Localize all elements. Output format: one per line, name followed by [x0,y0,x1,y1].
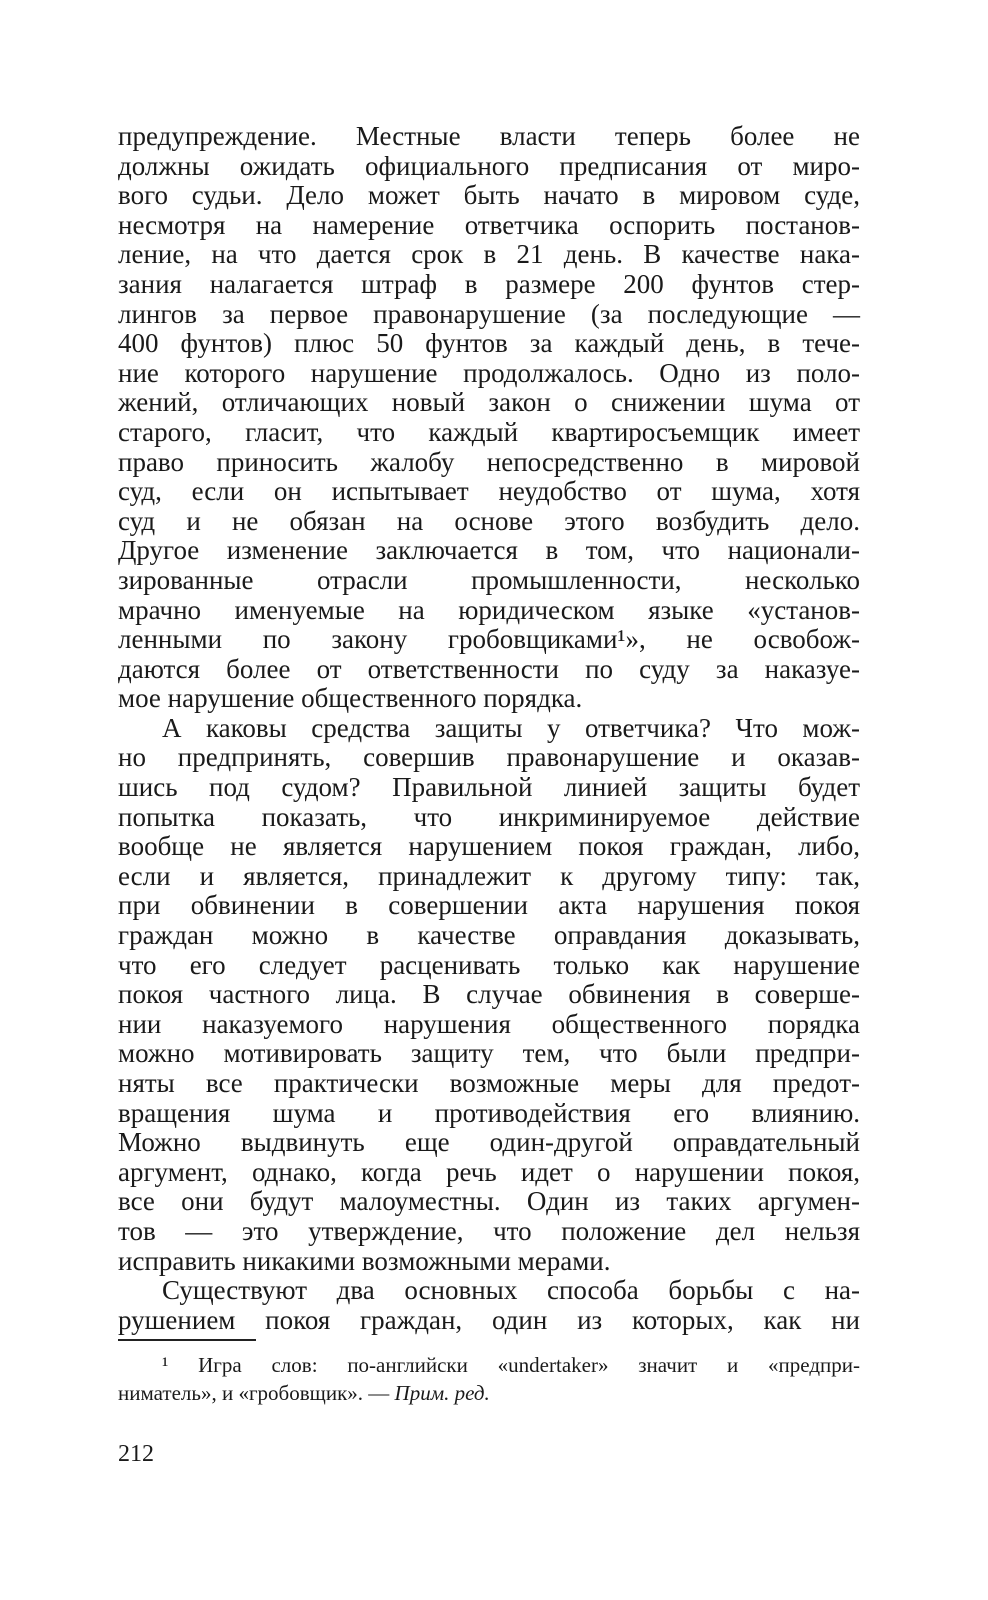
text-line: зированные отрасли промышленности, несколько [118,564,860,595]
text-line: все они будут малоуместны. Один из таких аргумен- [118,1186,860,1217]
text-line: попытка показать, что инкриминируемое действие [118,801,860,832]
text-line: должны ожидать официального предписания от миро- [118,150,860,181]
text-line: покоя частного лица. В случае обвинения в соверше- [118,979,860,1010]
text-line: вообще не является нарушением покоя граждан, либо, [118,831,860,862]
text-line: при обвинении в совершении акта нарушения покоя [118,890,860,921]
text-line: ние которого нарушение продолжалось. Одно из поло- [118,357,860,388]
text-line: если и является, принадлежит к другому типу: так, [118,860,860,891]
text-line: Существуют два основных способа борьбы с на- [162,1275,860,1306]
footnote-editor-note: Прим. ред. [394,1381,490,1406]
text-line: вращения шума и противодействия его влиянию. [118,1097,860,1128]
text-line: ленными по закону гробовщиками¹», не освобож- [118,624,860,655]
text-line: шись под судом? Правильной линией защиты будет [118,772,860,803]
footnote-text: ниматель», и «гробовщик». — [118,1381,395,1406]
text-line: старого, гласит, что каждый квартиросъемщик имеет [118,416,860,447]
text-line: аргумент, однако, когда речь идет о нарушении покоя, [118,1156,860,1187]
text-line: ление, на что дается срок в 21 день. В качестве нака- [118,239,860,270]
text-line: но предпринять, совершив правонарушение и оказав- [118,742,860,773]
text-line: Другое изменение заключается в том, что национали- [118,535,860,566]
body-text [118,122,860,1335]
text-line: предупреждение. Местные власти теперь более не [118,121,860,151]
text-line: 400 фунтов) плюс 50 фунтов за каждый день, в тече- [118,328,860,359]
text-line: зания налагается штраф в размере 200 фунтов стер- [118,268,860,299]
text-line: суд, если он испытывает неудобство от шума, хотя [118,476,860,507]
text-line: что его следует расценивать только как нарушение [118,949,860,980]
text-line: мрачно именуемые на юридическом языке «установ- [118,594,860,625]
footnote-line: ¹ Игра слов: по-английски «undertaker» значит и «предпри- [162,1353,860,1378]
text-line: даются более от ответственности по суду за наказуе- [118,653,860,684]
text-line: мое нарушение общественного порядка. [118,683,583,714]
text-line: вого судьи. Дело может быть начато в мировом суде, [118,180,860,211]
text-line: Можно выдвинуть еще один-другой оправдательный [118,1127,860,1158]
page-content [118,122,860,1407]
text-line: жений, отличающих новый закон о снижении шума от [118,387,860,418]
text-line: несмотря на намерение ответчика оспорить постанов- [118,209,860,240]
text-line: А каковы средства защиты у ответчика? Что мож- [162,712,860,743]
text-line: право приносить жалобу непосредственно в мировой [118,446,860,477]
text-line: граждан можно в качестве оправдания доказывать, [118,920,860,951]
text-line: нии наказуемого нарушения общественного порядка [118,1008,860,1039]
text-line: тов — это утверждение, что положение дел нельзя [118,1215,860,1246]
footnote-line [118,1379,860,1407]
page-number: 212 [118,1441,154,1467]
footnote [118,1351,860,1407]
text-line: суд и не обязан на основе этого возбудить дело. [118,505,860,536]
text-line: няты все практически возможные меры для предот- [118,1068,860,1098]
text-line: можно мотивировать защиту тем, что были предпри- [118,1038,860,1069]
text-line: рушением покоя граждан, один из которых, как ни [118,1304,860,1335]
text-line: лингов за первое правонарушение (за последующие — [118,298,860,329]
footnote-rule [118,1339,256,1341]
text-line: исправить никакими возможными мерами. [118,1245,611,1276]
